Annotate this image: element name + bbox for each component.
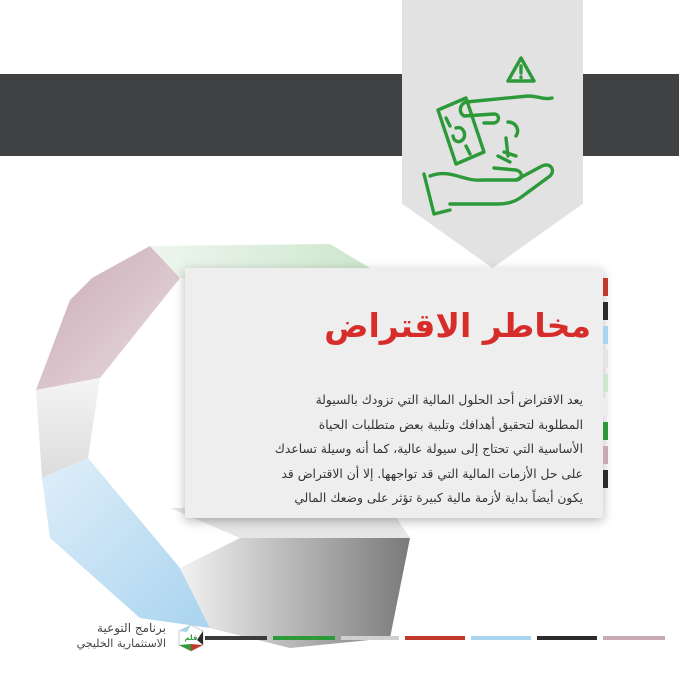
qalam-logo-badge	[177, 624, 205, 652]
octagon-segment-grey	[180, 538, 410, 648]
strip-green	[273, 636, 335, 640]
edge-red	[603, 278, 608, 296]
footer-color-strip	[205, 636, 679, 640]
brand-line-2: الاستثمارية الخليجي	[76, 637, 166, 650]
brand-line-1: برنامج التوعية	[97, 621, 166, 635]
brand-name	[16, 620, 166, 651]
edge-mauve	[603, 446, 608, 464]
strip-mauve	[603, 636, 665, 640]
edge-grey	[603, 350, 608, 368]
strip-blue	[471, 636, 531, 640]
hand-receiving-money-warning-icon	[420, 56, 560, 216]
octagon-segment-mauve	[36, 246, 180, 390]
strip-black	[537, 636, 597, 640]
content-card	[185, 268, 603, 518]
edge-black-2	[603, 470, 608, 488]
card-title: مخاطر الاقتراض	[324, 306, 591, 345]
card-color-edge	[603, 278, 608, 516]
logo-badge-text: قلم	[184, 634, 198, 642]
edge-green-dark	[603, 422, 608, 440]
strip-grey	[341, 636, 399, 640]
strip-dark	[205, 636, 267, 640]
edge-blue	[603, 326, 608, 344]
strip-red	[405, 636, 465, 640]
edge-light	[603, 398, 608, 416]
edge-green	[603, 374, 608, 392]
card-body-text: يعد الاقتراض أحد الحلول المالية التي تزودك بالسيولة المطلوبة لتحقيق أهدافك وتلبية بعض متطلبات الحياة الأساسية التي تحتاج إلى سيولة عالية، كما أنه وسيلة تساعدك على حل الأزمات المالية التي قد تواجهها. إلا أن الاقتراض قد يكون أيضاً بداية لأزمة مالية كبيرة تؤثر على وضعك المالي	[274, 393, 583, 505]
edge-black	[603, 302, 608, 320]
